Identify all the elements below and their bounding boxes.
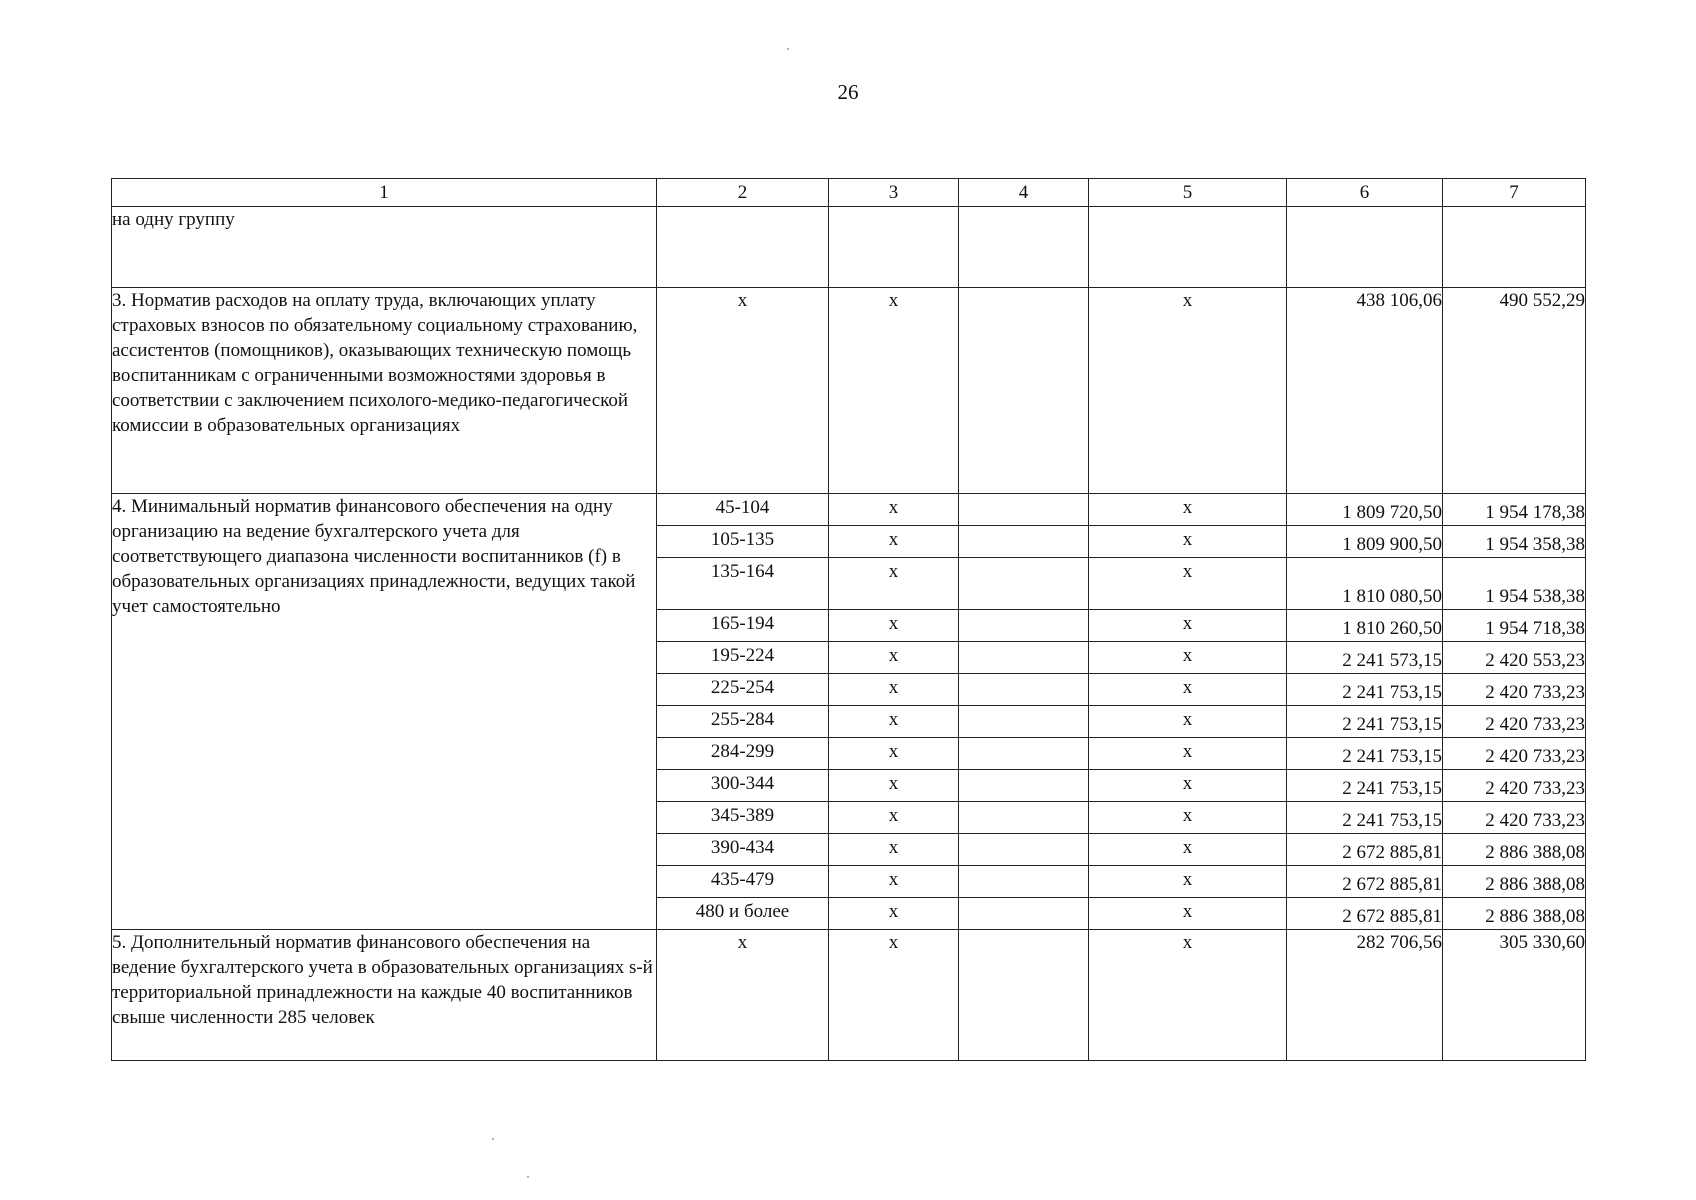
- range-cell: 300-344: [657, 770, 829, 802]
- cell: [657, 207, 829, 288]
- cell-col-5: х: [1089, 558, 1287, 610]
- cell-col-7: 305 330,60: [1443, 930, 1586, 1061]
- cell-col-3: х: [829, 770, 959, 802]
- table-row: [112, 930, 1586, 1061]
- cell-col-7: 2 420 733,23: [1443, 674, 1586, 706]
- cell-col-6: 2 241 753,15: [1287, 674, 1443, 706]
- cell-col-5: х: [1089, 706, 1287, 738]
- cell-col-4: [959, 288, 1089, 494]
- range-cell: 480 и более: [657, 898, 829, 930]
- header-col-3: 3: [829, 179, 959, 207]
- range-cell: 435-479: [657, 866, 829, 898]
- cell-col-7: 2 886 388,08: [1443, 898, 1586, 930]
- cell-col-3: х: [829, 558, 959, 610]
- cell-col-5: х: [1089, 610, 1287, 642]
- cell-col-7: 1 954 718,38: [1443, 610, 1586, 642]
- cell-col-7: 490 552,29: [1443, 288, 1586, 494]
- cell-col-7: 2 420 733,23: [1443, 738, 1586, 770]
- range-cell: 105-135: [657, 526, 829, 558]
- cell-col-4: [959, 558, 1089, 610]
- cell: [1089, 207, 1287, 288]
- cell: [959, 207, 1089, 288]
- cell-col-3: х: [829, 610, 959, 642]
- cell-col-6: 438 106,06: [1287, 288, 1443, 494]
- cell-col-6: 2 241 573,15: [1287, 642, 1443, 674]
- cell-col-7: 1 954 538,38: [1443, 558, 1586, 610]
- cell-col-7: 2 420 553,23: [1443, 642, 1586, 674]
- cell-col-5: х: [1089, 526, 1287, 558]
- cell-col-7: 2 420 733,23: [1443, 802, 1586, 834]
- range-cell: 225-254: [657, 674, 829, 706]
- row-label: 3. Норматив расходов на оплату труда, включающих уплату страховых взносов по обязательному социальному страхованию, ассистентов (помощников), оказывающих техническую помощь воспитанникам с ограниченными возможностями здоровья в соответствии с заключением психолого-медико-педагогической комиссии в образовательных организациях: [112, 288, 657, 494]
- cell-col-6: 1 809 720,50: [1287, 494, 1443, 526]
- range-cell: 390-434: [657, 834, 829, 866]
- cell-col-3: х: [829, 738, 959, 770]
- cell-col-7: 2 886 388,08: [1443, 866, 1586, 898]
- row-label: 5. Дополнительный норматив финансового обеспечения на ведение бухгалтерского учета в образовательных организациях s-й территориальной принадлежности на каждые 40 воспитанников свыше численности 285 человек: [112, 930, 657, 1061]
- cell-col-3: х: [829, 930, 959, 1061]
- range-cell: 345-389: [657, 802, 829, 834]
- cell-col-4: [959, 494, 1089, 526]
- cell-col-6: 1 810 260,50: [1287, 610, 1443, 642]
- cell-col-4: [959, 930, 1089, 1061]
- scan-speck: [527, 1176, 529, 1178]
- cell-col-2: х: [657, 288, 829, 494]
- cell-col-4: [959, 834, 1089, 866]
- header-col-2: 2: [657, 179, 829, 207]
- header-col-1: 1: [112, 179, 657, 207]
- cell-col-3: х: [829, 898, 959, 930]
- cell-col-5: х: [1089, 834, 1287, 866]
- row-label: на одну группу: [112, 207, 657, 288]
- cell-col-6: 2 241 753,15: [1287, 738, 1443, 770]
- cell-col-5: х: [1089, 494, 1287, 526]
- cell-col-4: [959, 898, 1089, 930]
- cell-col-5: х: [1089, 288, 1287, 494]
- cell-col-6: 2 241 753,15: [1287, 802, 1443, 834]
- cell-col-6: 2 241 753,15: [1287, 706, 1443, 738]
- cell-col-3: х: [829, 802, 959, 834]
- cell: [1443, 207, 1586, 288]
- cell-col-5: х: [1089, 642, 1287, 674]
- cell-col-5: х: [1089, 770, 1287, 802]
- cell-col-6: 2 672 885,81: [1287, 834, 1443, 866]
- cell-col-3: х: [829, 526, 959, 558]
- header-col-6: 6: [1287, 179, 1443, 207]
- cell-col-3: х: [829, 642, 959, 674]
- cell-col-5: х: [1089, 930, 1287, 1061]
- header-col-4: 4: [959, 179, 1089, 207]
- cell-col-4: [959, 642, 1089, 674]
- cell: [829, 207, 959, 288]
- cell-col-3: х: [829, 674, 959, 706]
- cell-col-4: [959, 770, 1089, 802]
- range-cell: 255-284: [657, 706, 829, 738]
- scan-speck: [492, 1138, 494, 1140]
- cell-col-4: [959, 738, 1089, 770]
- cell-col-7: 2 420 733,23: [1443, 770, 1586, 802]
- cell-col-4: [959, 706, 1089, 738]
- cell-col-3: х: [829, 494, 959, 526]
- cell-col-4: [959, 610, 1089, 642]
- cell-col-6: 282 706,56: [1287, 930, 1443, 1061]
- cell-col-6: 1 809 900,50: [1287, 526, 1443, 558]
- cell-col-7: 1 954 178,38: [1443, 494, 1586, 526]
- cell-col-4: [959, 802, 1089, 834]
- cell-col-6: 2 672 885,81: [1287, 898, 1443, 930]
- cell-col-5: х: [1089, 738, 1287, 770]
- cell-col-6: 2 241 753,15: [1287, 770, 1443, 802]
- cell-col-3: х: [829, 866, 959, 898]
- cell-col-7: 1 954 358,38: [1443, 526, 1586, 558]
- cell-col-3: х: [829, 288, 959, 494]
- page-number: 26: [837, 80, 859, 104]
- table-row: [112, 288, 1586, 494]
- range-cell: 284-299: [657, 738, 829, 770]
- cell-col-2: х: [657, 930, 829, 1061]
- cell-col-4: [959, 526, 1089, 558]
- cell-col-3: х: [829, 706, 959, 738]
- cell-col-4: [959, 866, 1089, 898]
- range-cell: 135-164: [657, 558, 829, 610]
- scan-speck: [787, 48, 789, 50]
- row-label: 4. Минимальный норматив финансового обеспечения на одну организацию на ведение бухгалтерского учета для соответствующего диапазона численности воспитанников (f) в образовательных организациях принадлежности, ведущих такой учет самостоятельно: [112, 494, 657, 930]
- cell-col-5: х: [1089, 674, 1287, 706]
- cell-col-5: х: [1089, 898, 1287, 930]
- cell-col-6: 2 672 885,81: [1287, 866, 1443, 898]
- range-cell: 195-224: [657, 642, 829, 674]
- cell-col-4: [959, 674, 1089, 706]
- cell-col-7: 2 420 733,23: [1443, 706, 1586, 738]
- range-cell: 45-104: [657, 494, 829, 526]
- cell-col-7: 2 886 388,08: [1443, 834, 1586, 866]
- cell-col-5: х: [1089, 866, 1287, 898]
- header-col-7: 7: [1443, 179, 1586, 207]
- cell-col-3: х: [829, 834, 959, 866]
- cell-col-5: х: [1089, 802, 1287, 834]
- range-cell: 165-194: [657, 610, 829, 642]
- norms-table: [111, 178, 1586, 1061]
- table-row: [112, 494, 1586, 526]
- header-row: [112, 179, 1586, 207]
- header-col-5: 5: [1089, 179, 1287, 207]
- table-row: [112, 207, 1586, 288]
- cell-col-6: 1 810 080,50: [1287, 558, 1443, 610]
- cell: [1287, 207, 1443, 288]
